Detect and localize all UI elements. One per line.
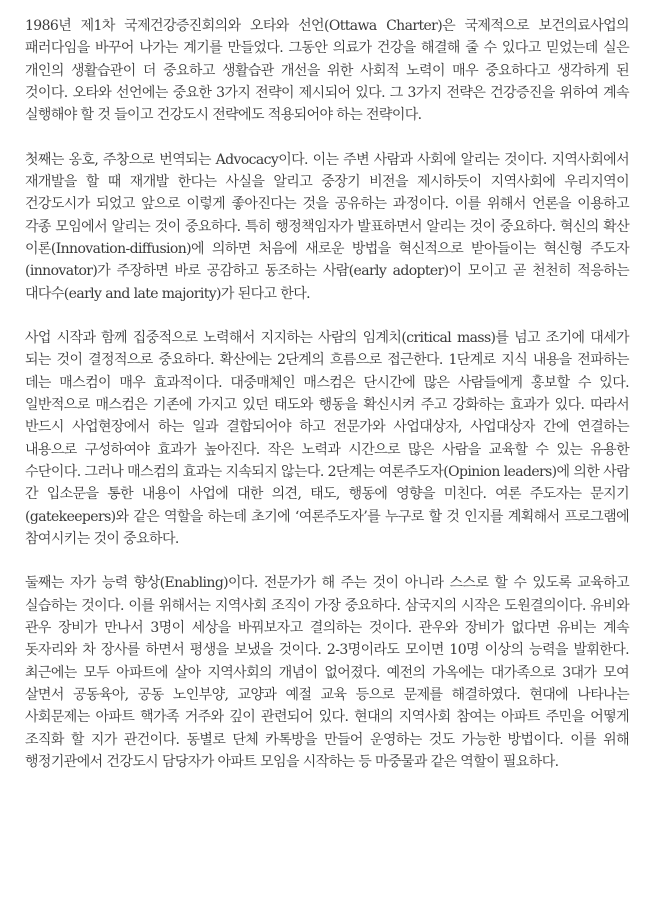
document-body [25,15,629,773]
paragraph-critical-mass: 사업 시작과 함께 집중적으로 노력해서 지지하는 사람의 임계치(critical mass)를 넘고 조기에 대세가 되는 것이 결정적으로 중요하다. 확산에는 2단계의 흐름으로 접근한다. 1단계로 지식 내용을 전파하는 데는 매스컴이 매우 효과적이다. 대중매체인 매스컴은 단시간에 많은 사람들에게 홍보할 수 있다. 일반적으로 매스컴은 기존에 가지고 있던 태도와 행동을 확신시켜 주고 강화하는 효과가 있다. 따라서 반드시 사업현장에서 하는 일과 결합되어야 하고 전문가와 사업대상자, 사업대상자 간에 연결하는 내용으로 구성하여야 효과가 높아진다. 작은 노력과 시간으로 많은 사람을 교육할 수 있는 유용한 수단이다. 그러나 매스컴의 효과는 지속되지 않는다. 2단계는 여론주도자(Opinion leaders)에 의한 사람 간 입소문을 통한 내용이 사업에 대한 의견, 태도, 행동에 영향을 미친다. 여론 주도자는 문지기(gatekeepers)와 같은 역할을 하는데 초기에 ‘여론주도자’를 누구로 할 것 인지를 계획해서 프로그램에 참여시키는 것이 중요하다. [25,330,629,547]
paragraph-ottawa-charter: 1986년 제1차 국제건강증진회의와 오타와 선언(Ottawa Charter)은 국제적으로 보건의료사업의 패러다임을 바꾸어 나가는 계기를 만들었다. 그동안 의료가 건강을 해결해 줄 수 있다고 믿었는데 실은 개인의 생활습관이 더 중요하고 생활습관 개선을 위한 사회적 노력이 매우 중요하다고 생각하게 된 것이다. 오타와 선언에는 중요한 3가지 전략이 제시되어 있다. 그 3가지 전략은 건강증진을 위하여 계속 실행해야 할 것 들이고 건강도시 전략에도 적용되어야 하는 전략이다. [25,18,629,124]
paragraph-enabling: 둘째는 자가 능력 향상(Enabling)이다. 전문가가 해 주는 것이 아니라 스스로 할 수 있도록 교육하고 실습하는 것이다. 이를 위해서는 지역사회 조직이 가장 중요하다. 삼국지의 시작은 도원결의이다. 유비와 관우 장비가 만나서 3명이 세상을 바꿔보자고 결의하는 것이다. 관우와 장비가 없다면 유비는 계속 돗자리와 차 장사를 하면서 평생을 보냈을 것이다. 2-3명이라도 모이면 10명 이상의 능력을 발휘한다. 최근에는 모두 아파트에 살아 지역사회의 개념이 없어졌다. 예전의 가옥에는 대가족으로 3대가 모여 살면서 공동육아, 공동 노인부양, 교양과 예절 교육 등으로 문제를 해결하였다. 현대에 나타나는 사회문제는 아파트 핵가족 거주와 깊이 관련되어 있다. 현대의 지역사회 참여는 아파트 주민을 어떻게 조직화 할 지가 관건이다. 동별로 단체 카톡방을 만들어 운영하는 것도 가능한 방법이다. 이를 위해 행정기관에서 건강도시 담당자가 아파트 모임을 시작하는 등 마중물과 같은 역할이 필요하다. [25,575,629,770]
paragraph-advocacy: 첫째는 옹호, 주창으로 번역되는 Advocacy이다. 이는 주변 사람과 사회에 알리는 것이다. 지역사회에서 재개발을 할 때 재개발 한다는 사실을 알리고 중장기 비전을 제시하듯이 지역사회에 우리지역이 건강도시가 되었고 앞으로 이렇게 좋아진다는 것을 공유하는 과정이다. 이를 위해서 언론을 이용하고 각종 모임에서 알리는 것이 중요하다. 특히 행정책임자가 발표하면서 알리는 것이 중요하다. 혁신의 확산 이론(Innovation-diffusion)에 의하면 처음에 새로운 방법을 혁신적으로 받아들이는 혁신형 주도자(innovator)가 주장하면 바로 공감하고 동조하는 사람(early adopter)이 모이고 곧 천천히 적응하는 대다수(early and late majority)가 된다고 한다. [25,151,629,302]
